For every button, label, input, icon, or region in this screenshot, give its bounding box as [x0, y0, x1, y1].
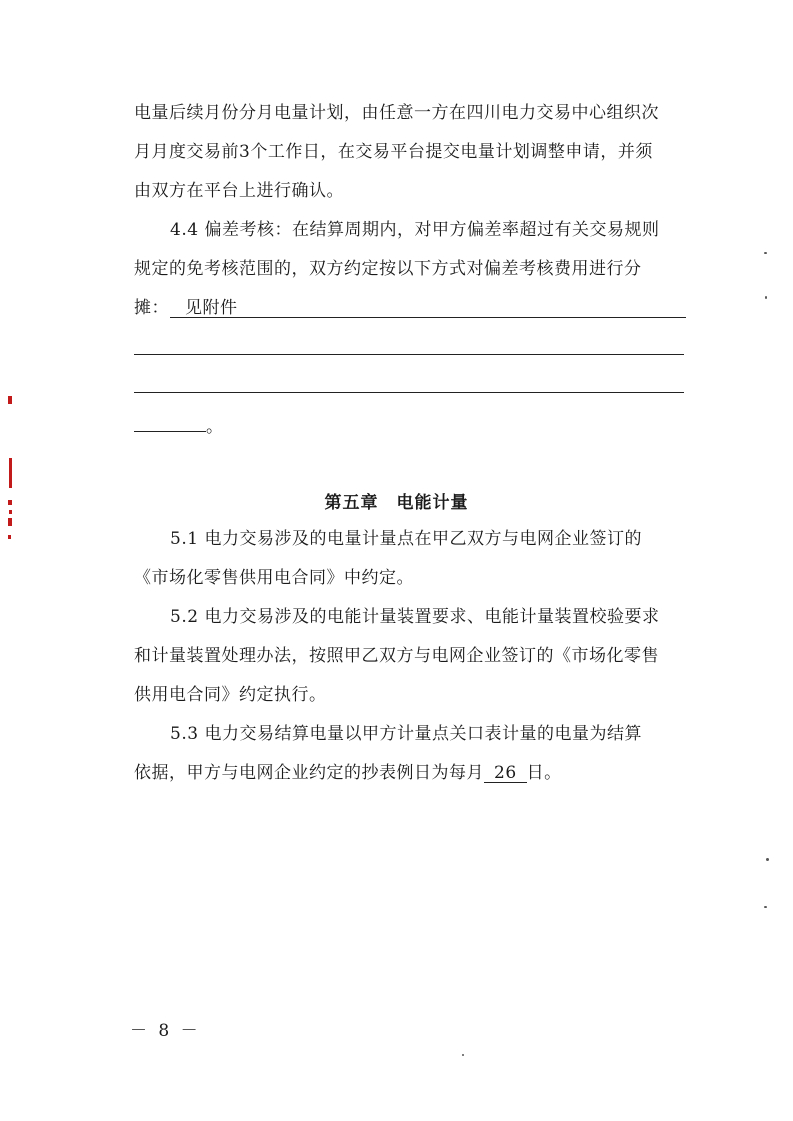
paragraph-5-2-line-2: 和计量装置处理办法，按照甲乙双方与电网企业签订的《市场化零售	[134, 646, 659, 666]
paragraph-5-3-line-2	[134, 762, 686, 784]
paragraph-4-3-line-1: 电量后续月份分月电量计划，由任意一方在四川电力交易中心组织次	[134, 103, 659, 123]
paragraph-5-1-line-1: 5.1 电力交易涉及的电量计量点在甲乙双方与电网企业签订的	[170, 529, 642, 549]
page-number: － 8 －	[130, 1021, 201, 1041]
paragraph-5-3-line-1: 5.3 电力交易结算电量以甲方计量点关口表计量的电量为结算	[170, 724, 642, 744]
fill-in-line-2	[134, 354, 684, 355]
paragraph-4-3-line-2: 月月度交易前3个工作日，在交易平台提交电量计划调整申请，并须	[134, 142, 653, 162]
paragraph-5-2-line-3: 供用电合同》约定执行。	[134, 685, 327, 705]
paragraph-5-3-prefix: 依据，甲方与电网企业约定的抄表例日为每月	[134, 763, 484, 783]
deviation-allocation-value: 见附件	[185, 298, 238, 318]
paragraph-4-4-line-1: 4.4 偏差考核：在结算周期内，对甲方偏差率超过有关交易规则	[170, 220, 660, 240]
paragraph-4-4-line-2: 规定的免考核范围的，双方约定按以下方式对偏差考核费用进行分	[134, 259, 642, 279]
paragraph-4-4-end-mark: 。	[206, 417, 224, 437]
paragraph-5-1-line-2: 《市场化零售供用电合同》中约定。	[134, 568, 414, 588]
fill-in-line-1	[170, 317, 686, 318]
chapter-title: 第五章 电能计量	[324, 493, 469, 513]
paragraph-5-3-suffix: 日。	[526, 763, 562, 783]
paragraph-4-4-label: 摊：	[134, 298, 169, 318]
paragraph-5-2-line-1: 5.2 电力交易涉及的电能计量装置要求、电能计量装置校验要求	[170, 607, 660, 627]
fill-in-line-3	[134, 392, 684, 393]
meter-reading-day: 26	[484, 764, 527, 783]
fill-in-line-4	[134, 431, 206, 432]
paragraph-4-3-line-3: 由双方在平台上进行确认。	[134, 181, 344, 201]
